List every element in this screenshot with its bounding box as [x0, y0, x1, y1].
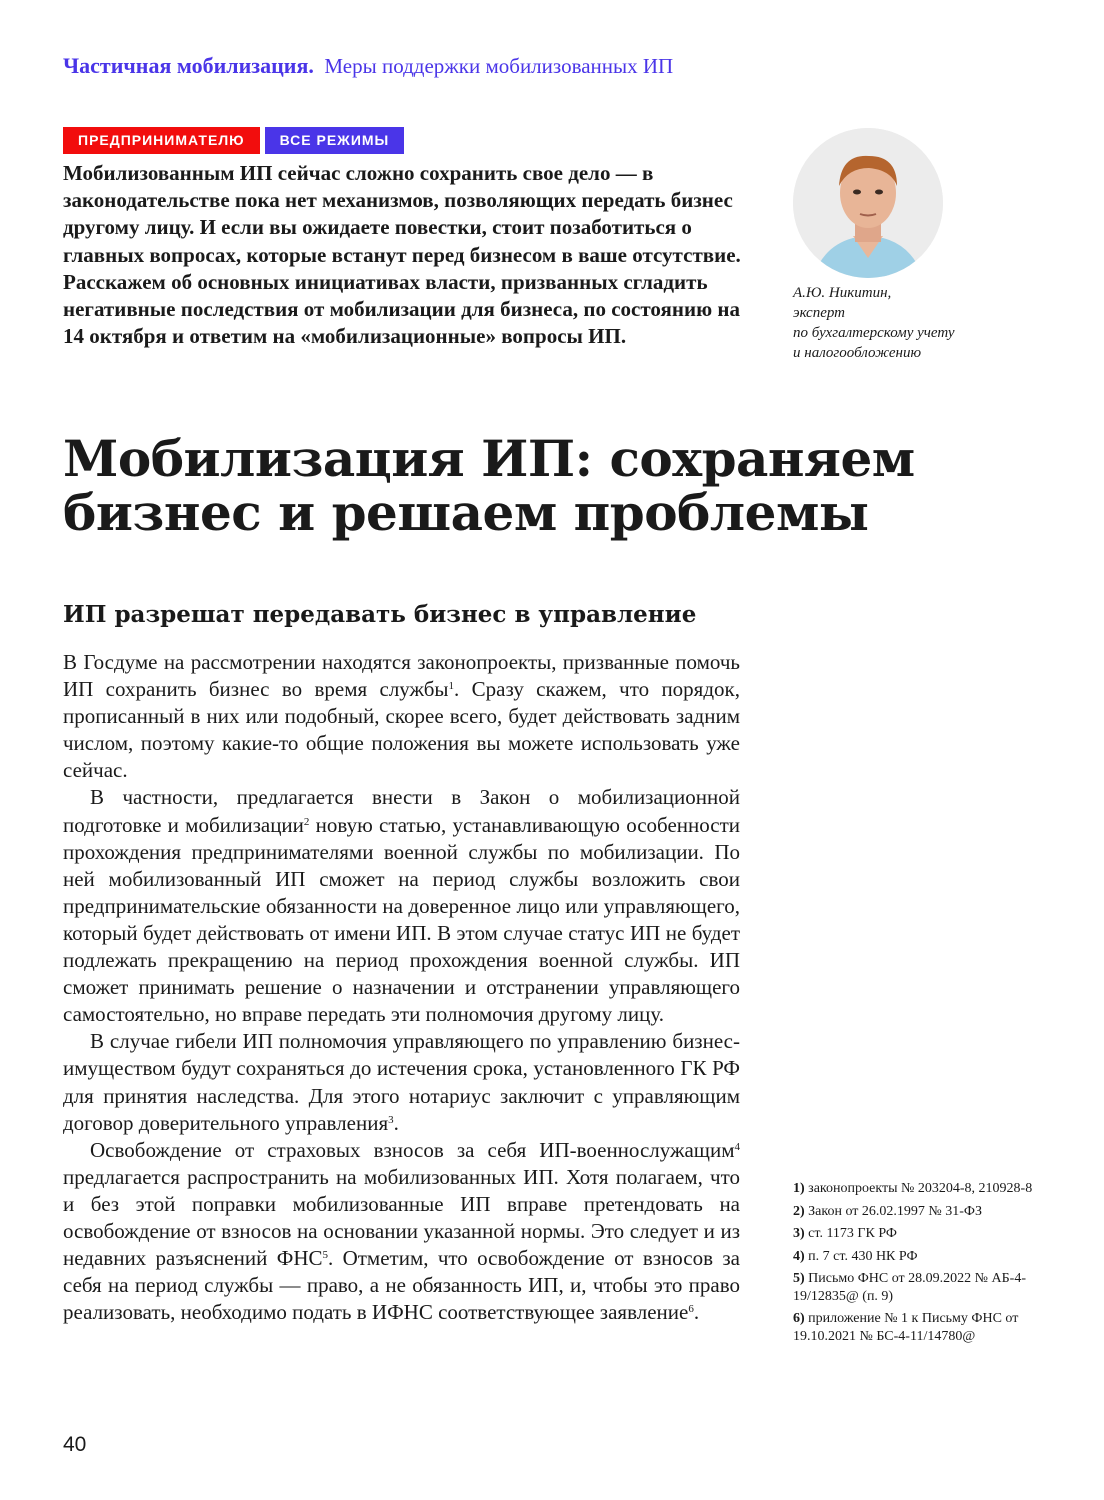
footnote-ref: 4 [734, 1140, 740, 1153]
footnote-text: Письмо ФНС от 28.09.2022 № АБ-4-19/12835@ (п. 9) [793, 1271, 1027, 1304]
footnote-text: законопроекты № 203204-8, 210928-8 [804, 1181, 1033, 1196]
paragraph-text: новую статью, устанавливающую особенности прохождения предпринимателями военной службы по мобилизации. По ней мобилизованный ИП сможет на период службы возложить свои предпринимательские обязанности на доверенное лицо или управляющего, который будет действовать от имени ИП. В этом случае статус ИП не будет подлежать прекращению на период прохождения военной службы. ИП сможет принимать решение о назначении и отстранении управляющего самостоятельно, но вправе передать эти полномочия другому лицу. [63, 812, 741, 1027]
paragraph-text: . [693, 1300, 700, 1325]
paragraph-text: . [393, 1110, 399, 1135]
paragraph [63, 1028, 740, 1136]
section-subtitle: Меры поддержки мобилизованных ИП [324, 54, 674, 78]
lead-paragraph: Мобилизованным ИП сейчас сложно сохранить свое дело — в законодательстве пока нет механизмов, позволяющих передать бизнес другому лицу. И если вы ожидаете повестки, стоит позаботиться о главных вопросах, которые встанут перед бизнесом в ваше отсутствие. Расскажем об основных инициативах власти, призванных сгладить негативные последствия от мобилизации для бизнеса, по состоянию на 14 октября и ответим на «мобилизационные» вопросы ИП. [63, 161, 741, 349]
footnote-number: 6) [793, 1311, 805, 1326]
footnote-ref: 2 [303, 815, 310, 828]
author-caption [793, 283, 1033, 363]
footnote-text: приложение № 1 к Письму ФНС от 19.10.2021 № БС-4-11/14780@ [793, 1311, 1019, 1344]
running-header [63, 53, 673, 79]
footnote-ref: 3 [388, 1113, 394, 1126]
tag-entrepreneur: ПРЕДПРИНИМАТЕЛЮ [63, 127, 260, 154]
footnote-text: Закон от 26.02.1997 № 31-ФЗ [804, 1203, 983, 1219]
footnote [793, 1203, 1033, 1221]
paragraph [63, 1137, 740, 1327]
paragraph-text: В частности, предлагается внести в Закон о мобилизационной подготовке и мобилизации [63, 785, 740, 837]
section-title: Частичная мобилизация. [63, 53, 314, 78]
section-heading: ИП разрешат передавать бизнес в управление [63, 601, 697, 628]
footnote-ref: 5 [322, 1249, 328, 1262]
footnote [793, 1270, 1033, 1305]
paragraph-text: предлагается распространить на мобилизованных ИП. Хотя полагаем, что и без этой поправки мобилизованные ИП вправе претендовать на освобождение от взносов на основании указанной нормы. Это следует и из недавних разъяснений ФНС [63, 1164, 740, 1271]
footnote [793, 1248, 1033, 1266]
author-role: эксперт [793, 305, 846, 321]
paragraph-text: . Сразу скажем, что порядок, прописанный в них или подобный, скорее всего, будет действовать задним числом, поэтому какие-то общие положения вы можете использовать уже сейчас. [63, 677, 740, 783]
footnote-number: 3) [793, 1226, 805, 1241]
footnote [793, 1225, 1033, 1243]
footnote-text: п. 7 ст. 430 НК РФ [804, 1248, 918, 1264]
footnote-text: ст. 1173 ГК РФ [804, 1226, 897, 1241]
author-name: А.Ю. Никитин, [793, 285, 892, 301]
author-role: и налогообложению [793, 345, 922, 361]
footnote-ref: 1 [448, 680, 455, 693]
tag-list [63, 127, 404, 154]
footnote-ref: 6 [688, 1303, 694, 1316]
paragraph-text: Освобождение от страховых взносов за себя ИП-военнослужащим [90, 1137, 735, 1162]
page-number: 40 [63, 1433, 87, 1456]
paragraph-text: . Отметим, что освобождение от взносов за себя на период службы — право, а не обязанность ИП, и, чтобы это право реализовать, необходимо подать в ИФНС соответствующее заявление [63, 1246, 740, 1325]
footnote-number: 2) [793, 1203, 805, 1219]
author-photo [793, 128, 943, 278]
paragraph [63, 649, 740, 784]
paragraph-text: В Госдуме на рассмотрении находятся законопроекты, призванные помочь ИП сохранить бизнес во время службы [63, 650, 740, 702]
article-title: Мобилизация ИП: сохраняем бизнес и решаем проблемы [63, 429, 915, 542]
footnote [793, 1180, 1033, 1198]
footnotes [793, 1180, 1033, 1350]
paragraph-text: В случае гибели ИП полномочия управляющего по управлению бизнес-имуществом будут сохраняться до истечения срока, установленного ГК РФ для принятия наследства. Для этого нотариус заключит с управляющим договор доверительного управления [63, 1029, 740, 1135]
footnote-number: 1) [793, 1181, 805, 1196]
article-body [63, 649, 740, 1326]
footnote [793, 1310, 1033, 1345]
tag-all-regimes: ВСЕ РЕЖИМЫ [265, 127, 405, 154]
footnote-number: 4) [793, 1248, 805, 1264]
footnote-number: 5) [793, 1271, 805, 1286]
paragraph [63, 784, 740, 1028]
author-role: по бухгалтерскому учету [793, 325, 955, 341]
